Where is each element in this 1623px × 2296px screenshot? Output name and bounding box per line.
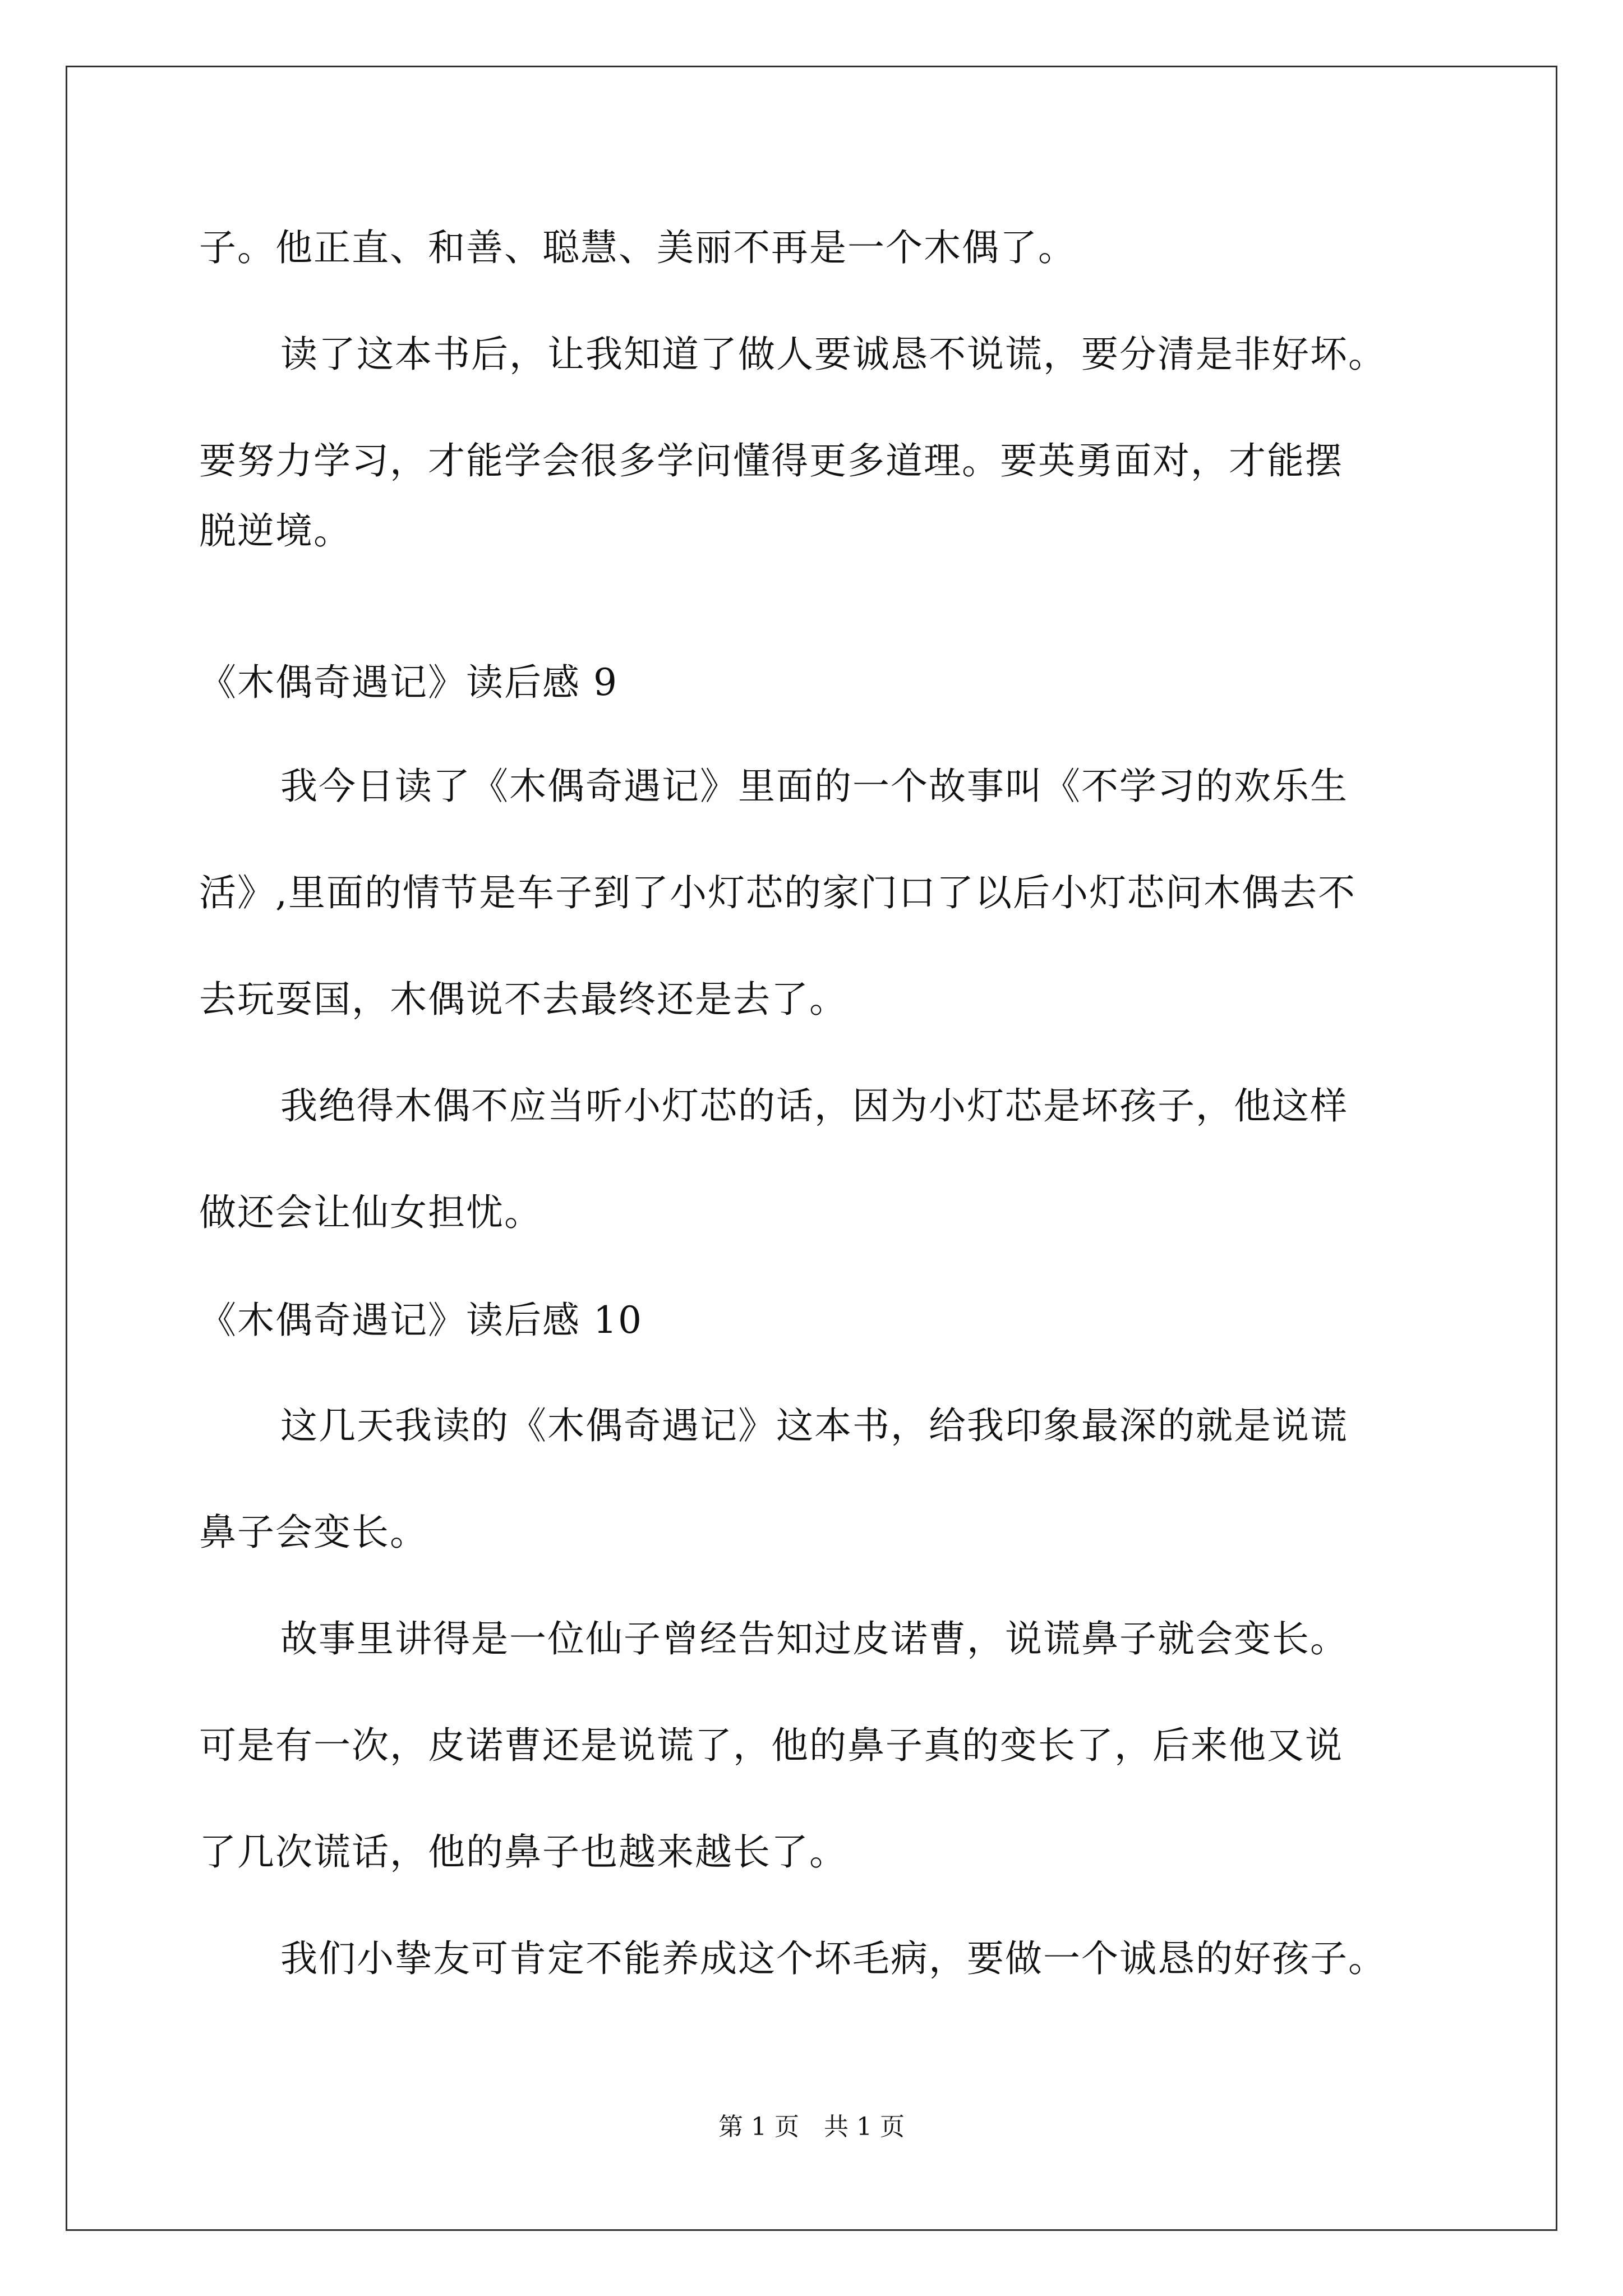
paragraph-line: 这几天我读的《木偶奇遇记》这本书，给我印象最深的就是说谎: [280, 1404, 1348, 1447]
paragraph-line: 脱逆境。: [199, 509, 352, 553]
paragraph-line: 故事里讲得是一位仙子曾经告知过皮诺曹，说谎鼻子就会变长。: [280, 1617, 1348, 1660]
paragraph-line: 要努力学习，才能学会很多学问懂得更多道理。要英勇面对，才能摆: [199, 439, 1343, 482]
page-border: [66, 66, 1557, 2231]
paragraph-line: 我们小挚友可肯定不能养成这个坏毛病，要做一个诚恳的好孩子。: [280, 1937, 1386, 1980]
section-heading: 《木偶奇遇记》读后感 9: [199, 661, 618, 704]
page-footer: 第 1 页 共 1 页: [718, 2113, 905, 2141]
paragraph-line: 子。他正直、和善、聪慧、美丽不再是一个木偶了。: [199, 226, 1076, 269]
paragraph-line: 读了这本书后，让我知道了做人要诚恳不说谎，要分清是非好坏。: [280, 333, 1386, 376]
paragraph-line: 我绝得木偶不应当听小灯芯的话，因为小灯芯是坏孩子，他这样: [280, 1084, 1348, 1128]
paragraph-line: 我今日读了《木偶奇遇记》里面的一个故事叫《不学习的欢乐生: [280, 765, 1348, 808]
section-heading: 《木偶奇遇记》读后感 10: [199, 1299, 643, 1342]
paragraph-line: 可是有一次，皮诺曹还是说谎了，他的鼻子真的变长了，后来他又说: [199, 1724, 1343, 1767]
paragraph-line: 去玩耍国，木偶说不去最终还是去了。: [199, 978, 847, 1021]
paragraph-line: 做还会让仙女担忧。: [199, 1191, 542, 1234]
paragraph-line: 鼻子会变长。: [199, 1511, 428, 1554]
paragraph-line: 了几次谎话，他的鼻子也越来越长了。: [199, 1830, 847, 1874]
paragraph-line: 活》,里面的情节是车子到了小灯芯的家门口了以后小灯芯问木偶去不: [199, 871, 1356, 914]
